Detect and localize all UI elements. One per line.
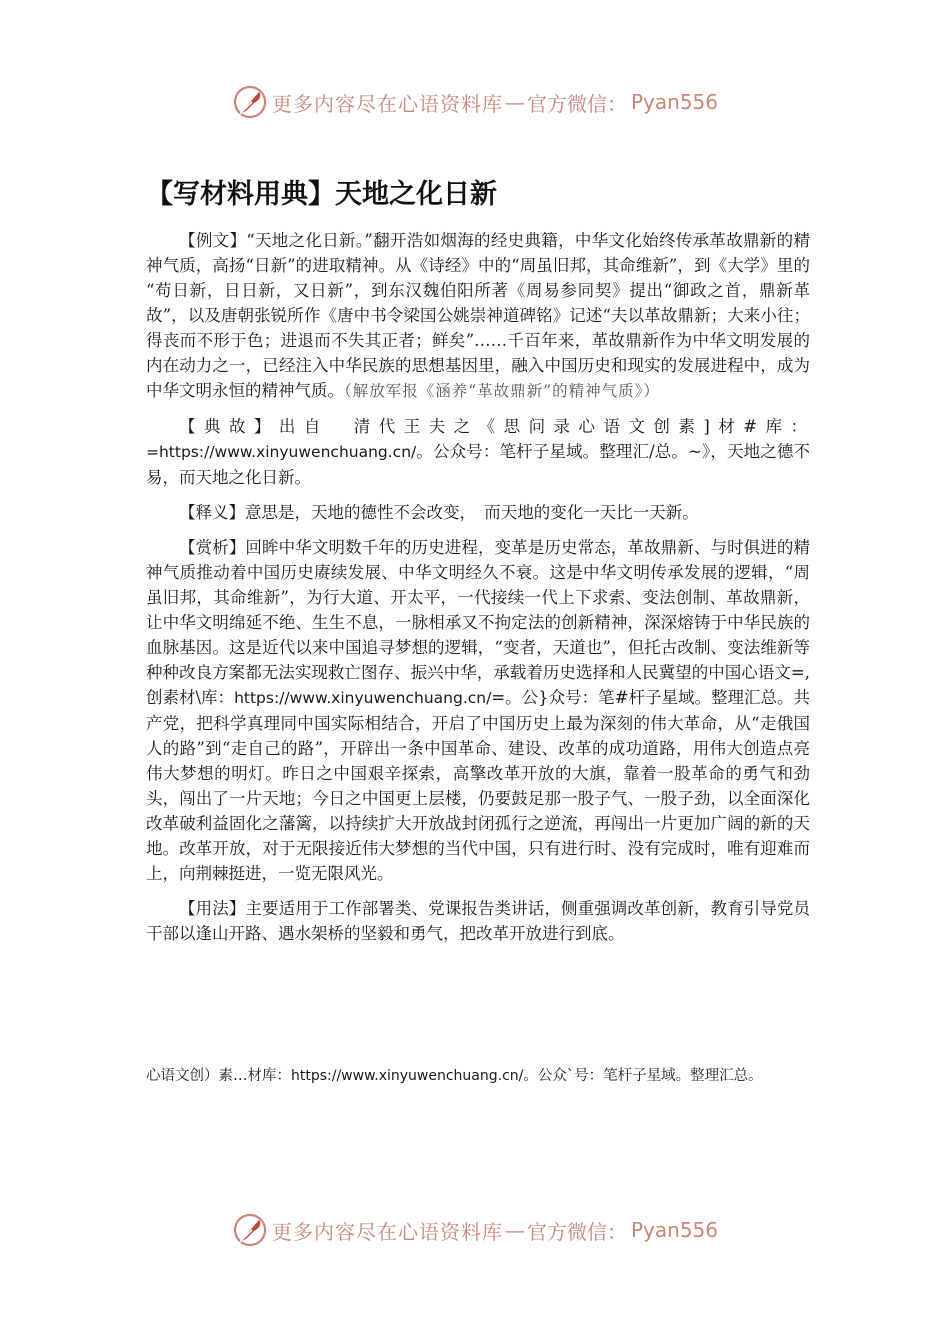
footer-note-head: 心语文创）素…材库： [146,1068,291,1084]
shangxi-url: https://www.xinyuwenchuang.cn/ [234,689,492,707]
banner-wechat-label: 官方微信： [526,91,627,116]
shangxi-part-a: 【赏析】回眸中华文明数千年的历史进程，变革是历史常态，革故鼎新、与时俱进的精神气质推动着中国历史赓续发展、中华文明经久不衰。这是中华文明传承发展的逻辑，“周虽旧邦，其命维新”，为行大道、开太平，一代接续一代上下求索、变法创制、革故鼎新，让中华文明绵延不绝、生生不息，一脉相承又不拘定法的创新精神，深深熔铸于中华民族的血脉基因。这是近代以来中国追寻梦想的逻辑，“变者，天道也”，但托古改制、变法维新等种种改良方案都无法实现救亡图存、振兴中华，承载着历史选择和人民冀望的中国心语文=,创素材\库： [146,538,810,707]
banner-text: 更多内容尽在心语资料库 [271,91,503,116]
banner-separator: — [504,90,525,114]
banner-wechat-id: Pyan556 [630,90,718,114]
paragraph-liwen [146,228,810,404]
banner-text: 更多内容尽在心语资料库 [271,1219,503,1244]
diangu-tail: 。公众号：笔杆子星域。整理汇/总。~》，天地之德不易，而天地之化日新。 [146,442,810,487]
quill-logo-icon [232,1212,268,1248]
diangu-head: 【典故】出自 清代王夫之《思问录心语文创素]材#库： [179,417,810,436]
diangu-url: =https://www.xinyuwenchuang.cn/ [146,443,417,461]
paragraph-shangxi [146,535,810,886]
header-banner [0,82,950,122]
banner-separator: — [504,1218,525,1242]
footer-note-tail: 。公众`号：笔杆子星域。整理汇总。 [523,1068,763,1084]
shangxi-part-b: =。公}众号：笔#杆子星域。整理汇总。共产党，把科学真理同中国实际相结合，开启了中国历史上最为深刻的伟大革命，从“走俄国人的路”到“走自己的路”，开辟出一条中国革命、建设、改革的成功道路，用伟大创造点亮伟大梦想的明灯。昨日之中国艰辛探索，高擎改革开放的大旗，靠着一股革命的勇气和劲头，闯出了一片天地；今日之中国更上层楼，仍要鼓足那一股子气、一股子劲，以全面深化改革破利益固化之藩篱，以持续扩大开放战封闭孤行之逆流，再闯出一片更加广阔的新的天地。改革开放，对于无限接近伟大梦想的当代中国，只有进行时、没有完成时，唯有迎难而上，向荆棘挺进，一览无限风光。 [146,688,811,883]
page-title: 【写材料用典】天地之化日新 [146,179,497,210]
quill-logo-icon [232,84,268,120]
liwen-source: （解放军报《涵养“革故鼎新”的精神气质》） [344,382,660,400]
footer-note-url: https://www.xinyuwenchuang.cn/ [291,1068,524,1084]
paragraph-shiyi: 【释义】意思是，天地的德性不会改变， 而天地的变化一天比一天新。 [179,503,699,522]
article-body [146,228,810,956]
paragraph-yongfa: 【用法】主要适用于工作部署类、党课报告类讲话，侧重强调改革创新，教育引导党员干部以逢山开路、遇水架桥的坚毅和勇气，把改革开放进行到底。 [146,899,810,943]
liwen-text: 【例文】“天地之化日新。”翻开浩如烟海的经史典籍，中华文化始终传承革故鼎新的精神气质，高扬“日新”的进取精神。从《诗经》中的“周虽旧邦，其命维新”，到《大学》里的 “苟日新，日日新，又日新”，到东汉魏伯阳所著《周易参同契》提出“御政之首，鼎新革故”，以及唐朝张锐所作《唐中书令梁国公姚崇神道碑铭》记述“夫以革故鼎新；大来小往；得丧而不形于色；进退而不失其正者；鲜矣”……千百年来，革故鼎新作为中华文明发展的内在动力之一，已经注入中华民族的思想基因里，融入中国历史和现实的发展进程中，成为中华文明永恒的精神气质。 [146,231,810,400]
banner-wechat-label: 官方微信： [526,1219,627,1244]
footer-banner [0,1210,950,1250]
footer-note [146,1064,816,1085]
paragraph-diangu [146,414,810,490]
banner-wechat-id: Pyan556 [630,1218,718,1242]
